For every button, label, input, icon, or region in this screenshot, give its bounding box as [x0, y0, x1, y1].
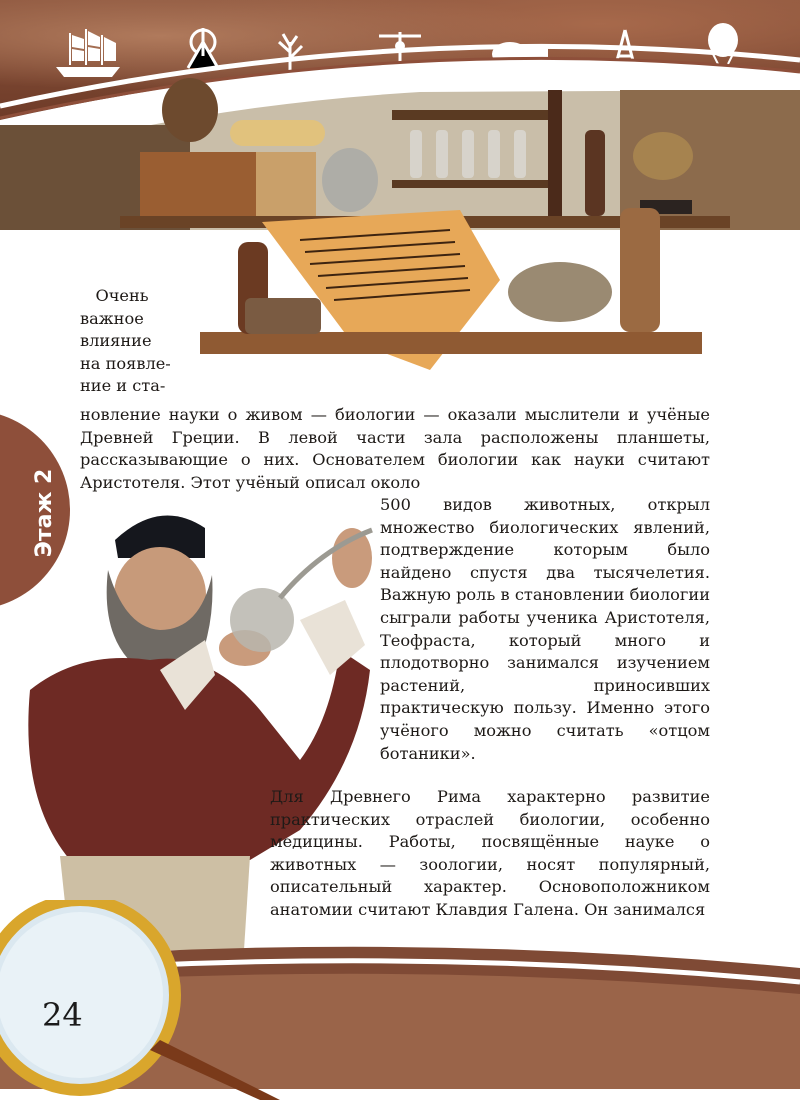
intro-line: ние и ста- — [80, 376, 166, 396]
intro-line: на появле- — [80, 353, 171, 373]
paragraph-2-text: Для Древнего Рима характерно развитие практических отраслей биологии, особенно медицины. Работы, посвящённые науке о животных — зоологии, носят популярный, описательный характер. Основоположником анатомии считают Клавдия Галена. Он занимался — [270, 787, 710, 919]
paragraph-2 — [270, 786, 710, 922]
paragraph-1 — [80, 404, 710, 494]
intro-line: влияние — [80, 331, 152, 351]
paragraph-1-text: новление науки о живом — биологии — оказали мыслители и учёные Древней Греции. В левой части зала расположены планшеты, рассказывающие о них. Основателем биологии как науки считают Аристотеля. Этот учёный описал около — [80, 405, 710, 492]
paragraph-1-continued — [380, 494, 710, 765]
paragraph-1-right-text: 500 видов животных, открыл множество биологических явлений, подтверждение которым было найдено спустя два тысячелетия. Важную роль в становлении биологии сыграли работы ученика Аристотеля, Теофраста, который много и плодотворно занимался изучением растений, приносивших практическую пользу. Именно этого учёного можно считать «отцом ботаники». — [380, 495, 710, 763]
page-number: 24 — [42, 996, 83, 1034]
floor-tab-label: Этаж 2 — [31, 468, 57, 558]
intro-line: важное — [80, 308, 144, 328]
intro-line: Очень — [95, 286, 149, 305]
intro-text — [80, 285, 180, 398]
